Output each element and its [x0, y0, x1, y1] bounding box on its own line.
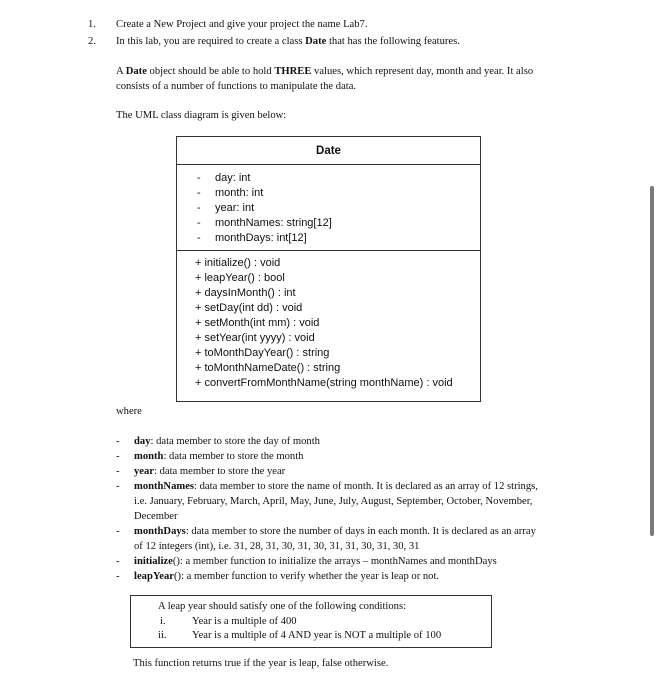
- uml-method: + leapYear() : bool: [195, 272, 285, 284]
- bullet-dash: -: [116, 556, 120, 567]
- uml-class-name: Date: [177, 137, 480, 165]
- uml-method: + daysInMonth() : int: [195, 287, 296, 299]
- definition-item: initialize(): a member function to initialize the arrays – monthNames and monthDays: [134, 556, 497, 567]
- uml-method: + toMonthNameDate() : string: [195, 362, 341, 374]
- uml-attribute: - monthDays: int[12]: [197, 232, 307, 244]
- definition-continuation: December: [134, 511, 178, 522]
- uml-method: + setDay(int dd) : void: [195, 302, 303, 314]
- uml-class-diagram: [176, 136, 481, 402]
- uml-method: + setYear(int yyyy) : void: [195, 332, 315, 344]
- closing-sentence: This function returns true if the year is leap, false otherwise.: [133, 658, 389, 669]
- bullet-dash: -: [116, 436, 120, 447]
- uml-intro: The UML class diagram is given below:: [116, 110, 287, 121]
- leap-year-conditions-box: [130, 595, 492, 648]
- bullet-dash: -: [116, 526, 120, 537]
- task-text: In this lab, you are required to create a class Date that has the following features.: [116, 36, 460, 47]
- definition-item: day: data member to store the day of month: [134, 436, 320, 447]
- uml-attribute: - monthNames: string[12]: [197, 217, 332, 229]
- bullet-dash: -: [116, 466, 120, 477]
- task-text: Create a New Project and give your project the name Lab7.: [116, 19, 368, 30]
- condition-numeral: ii.: [158, 630, 167, 641]
- where-label: where: [116, 406, 142, 417]
- intro-line: A Date object should be able to hold THREE values, which represent day, month and year. It also: [116, 66, 534, 77]
- scrollbar[interactable]: [650, 186, 654, 536]
- intro-line: consists of a number of functions to manipulate the data.: [116, 81, 357, 92]
- uml-method: + setMonth(int mm) : void: [195, 317, 320, 329]
- definition-continuation: of 12 integers (int), i.e. 31, 28, 31, 30, 31, 30, 31, 31, 30, 31, 30, 31: [134, 541, 420, 552]
- task-number: 1.: [88, 19, 96, 30]
- uml-attribute: - year: int: [197, 202, 255, 214]
- definition-item: month: data member to store the month: [134, 451, 304, 462]
- condition-numeral: i.: [160, 616, 166, 627]
- uml-attribute: - day: int: [197, 172, 251, 184]
- bullet-dash: -: [116, 571, 120, 582]
- definition-item: monthDays: data member to store the number of days in each month. It is declared as an array: [134, 526, 536, 537]
- definition-item: year: data member to store the year: [134, 466, 286, 477]
- definition-item: leapYear(): a member function to verify whether the year is leap or not.: [134, 571, 440, 582]
- uml-method: + toMonthDayYear() : string: [195, 347, 330, 359]
- cropped-header-fragment: [0, 0, 658, 6]
- uml-method: + convertFromMonthName(string monthName) : void: [195, 377, 453, 389]
- task-number: 2.: [88, 36, 96, 47]
- bullet-dash: -: [116, 481, 120, 492]
- condition-text: Year is a multiple of 400: [192, 616, 297, 627]
- leap-year-heading: A leap year should satisfy one of the following conditions:: [158, 601, 407, 612]
- bullet-dash: -: [116, 451, 120, 462]
- uml-attribute: - month: int: [197, 187, 264, 199]
- uml-attributes: [177, 165, 480, 251]
- condition-text: Year is a multiple of 4 AND year is NOT a multiple of 100: [192, 630, 442, 641]
- uml-method: + initialize() : void: [195, 257, 281, 269]
- definition-item: monthNames: data member to store the name of month. It is declared as an array of 12 strings,: [134, 481, 538, 492]
- definition-continuation: i.e. January, February, March, April, May, June, July, August, September, October, November,: [134, 496, 533, 507]
